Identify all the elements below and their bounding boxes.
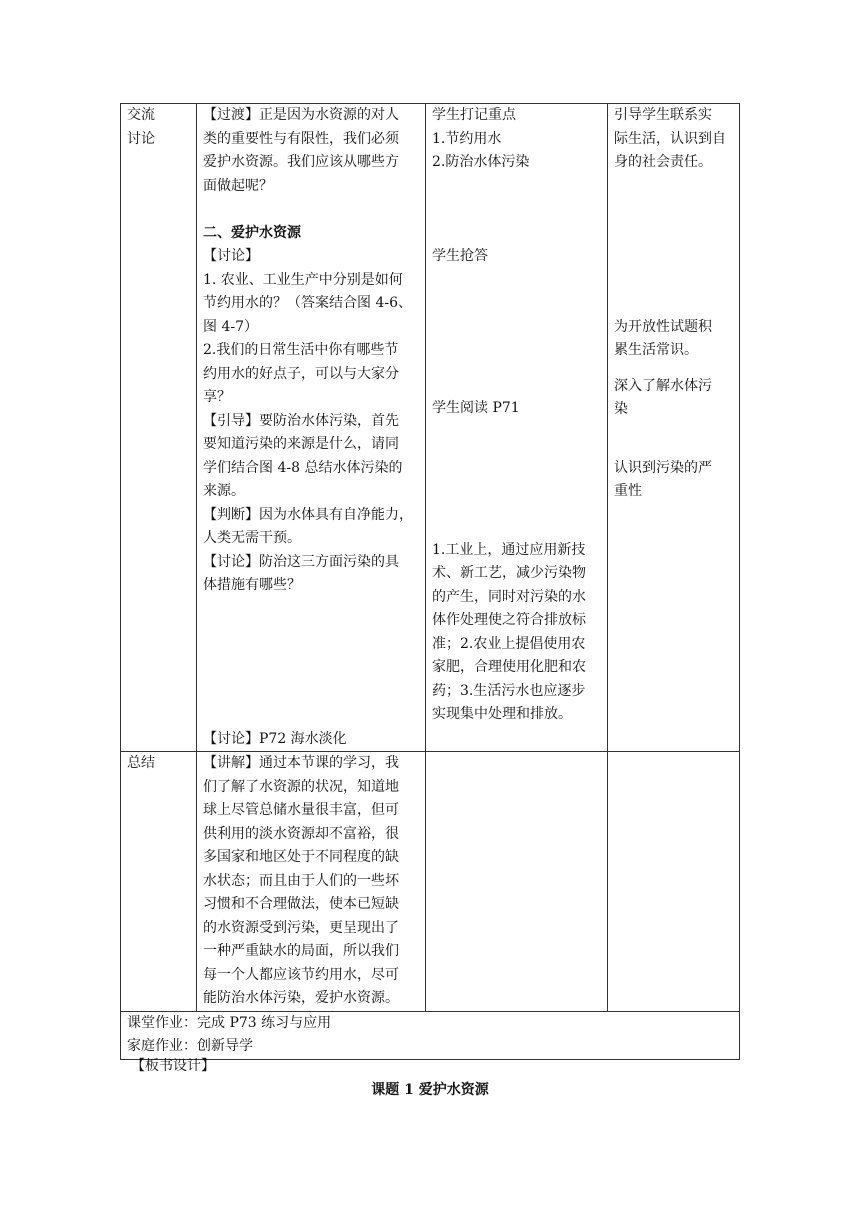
text-line: 1.工业上，通过应用新技	[432, 541, 586, 558]
section-cell-discussion	[121, 104, 197, 752]
design-intent-cell	[608, 752, 740, 1012]
text-line: 球上尽管总储水量很丰富，但可	[203, 802, 399, 818]
section-cell-summary	[121, 752, 197, 1012]
text-line: 1.节约用水	[432, 130, 502, 147]
text-line: 染	[614, 401, 628, 417]
text-line: 身的社会责任。	[614, 154, 712, 170]
text-line: 多国家和地区处于不同程度的缺	[203, 849, 399, 865]
text-line: 【引导】要防治水体污染，首先	[203, 412, 399, 429]
text-line: 要知道污染的来源是什么，请同	[203, 436, 399, 452]
text-line: 的水资源受到污染，更呈现出了	[203, 919, 399, 936]
text-line: 术、新工艺，减少污染物	[432, 565, 586, 581]
text-line: 学生抢答	[432, 247, 488, 264]
section-label: 总结	[127, 755, 155, 771]
text-line: 面做起呢？	[203, 177, 273, 194]
text-line: 学们结合图 4-8 总结水体污染的	[203, 459, 403, 476]
text-line: 重性	[614, 483, 642, 499]
table-row-discussion	[121, 104, 740, 752]
table-row-summary	[121, 752, 740, 1012]
text-line: 爱护水资源。我们应该从哪些方	[203, 154, 399, 170]
text-line: 【判断】因为水体具有自净能力，	[203, 506, 413, 523]
section-label: 讨论	[127, 130, 155, 147]
text-line: 学生阅读 P71	[432, 400, 520, 416]
homework-cell	[121, 1011, 740, 1059]
text-line: 引导学生联系实	[614, 107, 712, 123]
teacher-activity-cell	[197, 104, 426, 752]
text-line: 类的重要性与有限性，我们必须	[203, 130, 399, 147]
student-activity-cell	[426, 752, 608, 1012]
text-line: 家肥，合理使用化肥和农	[432, 659, 586, 675]
text-line: 一种严重缺水的局面，所以我们	[203, 943, 399, 959]
text-line: 每一个人都应该节约用水，尽可	[203, 966, 399, 983]
discuss-label: 【讨论】	[203, 248, 259, 264]
text-line: 际生活，认识到自	[614, 130, 726, 147]
text-line: 累生活常识。	[614, 342, 698, 358]
student-activity-cell	[426, 104, 608, 752]
section-heading: 二、爱护水资源	[203, 224, 301, 241]
text-line: 们了解了水资源的状况，知道地	[203, 778, 399, 795]
text-line: 为开放性试题积	[614, 318, 712, 335]
classwork-text: 课堂作业：完成 P73 练习与应用	[127, 1014, 332, 1031]
teacher-activity-cell	[197, 752, 426, 1012]
text-line: 1. 农业、工业生产中分别是如何	[203, 271, 403, 288]
text-line: 习惯和不合理做法，使本已短缺	[203, 896, 399, 912]
text-line: 的产生，同时对污染的水	[432, 588, 586, 605]
homework-text: 家庭作业：创新导学	[127, 1038, 253, 1054]
text-line: 【过渡】正是因为水资源的对人	[203, 107, 399, 123]
text-line: 图 4-7）	[203, 318, 258, 335]
text-line: 人类无需干预。	[203, 530, 301, 546]
text-line: 认识到污染的严	[614, 459, 712, 476]
text-line: 深入了解水体污	[614, 377, 712, 394]
text-line: 节约用水的？（答案结合图 4-6、	[203, 295, 412, 311]
text-line: 【讨论】防治这三方面污染的具	[203, 553, 399, 570]
text-line: 学生打记重点	[432, 107, 516, 123]
text-line: 供利用的淡水资源却不富裕，很	[203, 825, 399, 842]
text-line: 【讲解】通过本节课的学习，我	[203, 755, 399, 771]
text-line: 药；3.生活污水也应逐步	[432, 682, 586, 699]
text-line: 来源。	[203, 483, 245, 499]
text-line: 水状态；而且由于人们的一些坏	[203, 872, 399, 889]
text-line: 实现集中处理和排放。	[432, 706, 572, 722]
design-intent-cell	[608, 104, 740, 752]
board-design-label: 【板书设计】	[131, 1058, 215, 1074]
section-label: 交流	[127, 107, 155, 123]
text-line: 体作处理使之符合排放标	[432, 612, 586, 628]
text-line: 2.我们的日常生活中你有哪些节	[203, 342, 399, 358]
lesson-table	[120, 103, 740, 1060]
table-row-homework	[121, 1011, 740, 1059]
text-line: 享？	[203, 389, 231, 405]
text-line: 2.防治水体污染	[432, 154, 530, 170]
text-line: 体措施有哪些？	[203, 577, 301, 593]
text-line: 【讨论】P72 海水淡化	[203, 730, 347, 747]
text-line: 准；2.农业上提倡使用农	[432, 635, 586, 652]
text-line: 约用水的好点子，可以与大家分	[203, 365, 399, 382]
board-title: 课题 1 爱护水资源	[371, 1082, 489, 1098]
text-line: 能防治水体污染，爱护水资源。	[203, 990, 399, 1006]
